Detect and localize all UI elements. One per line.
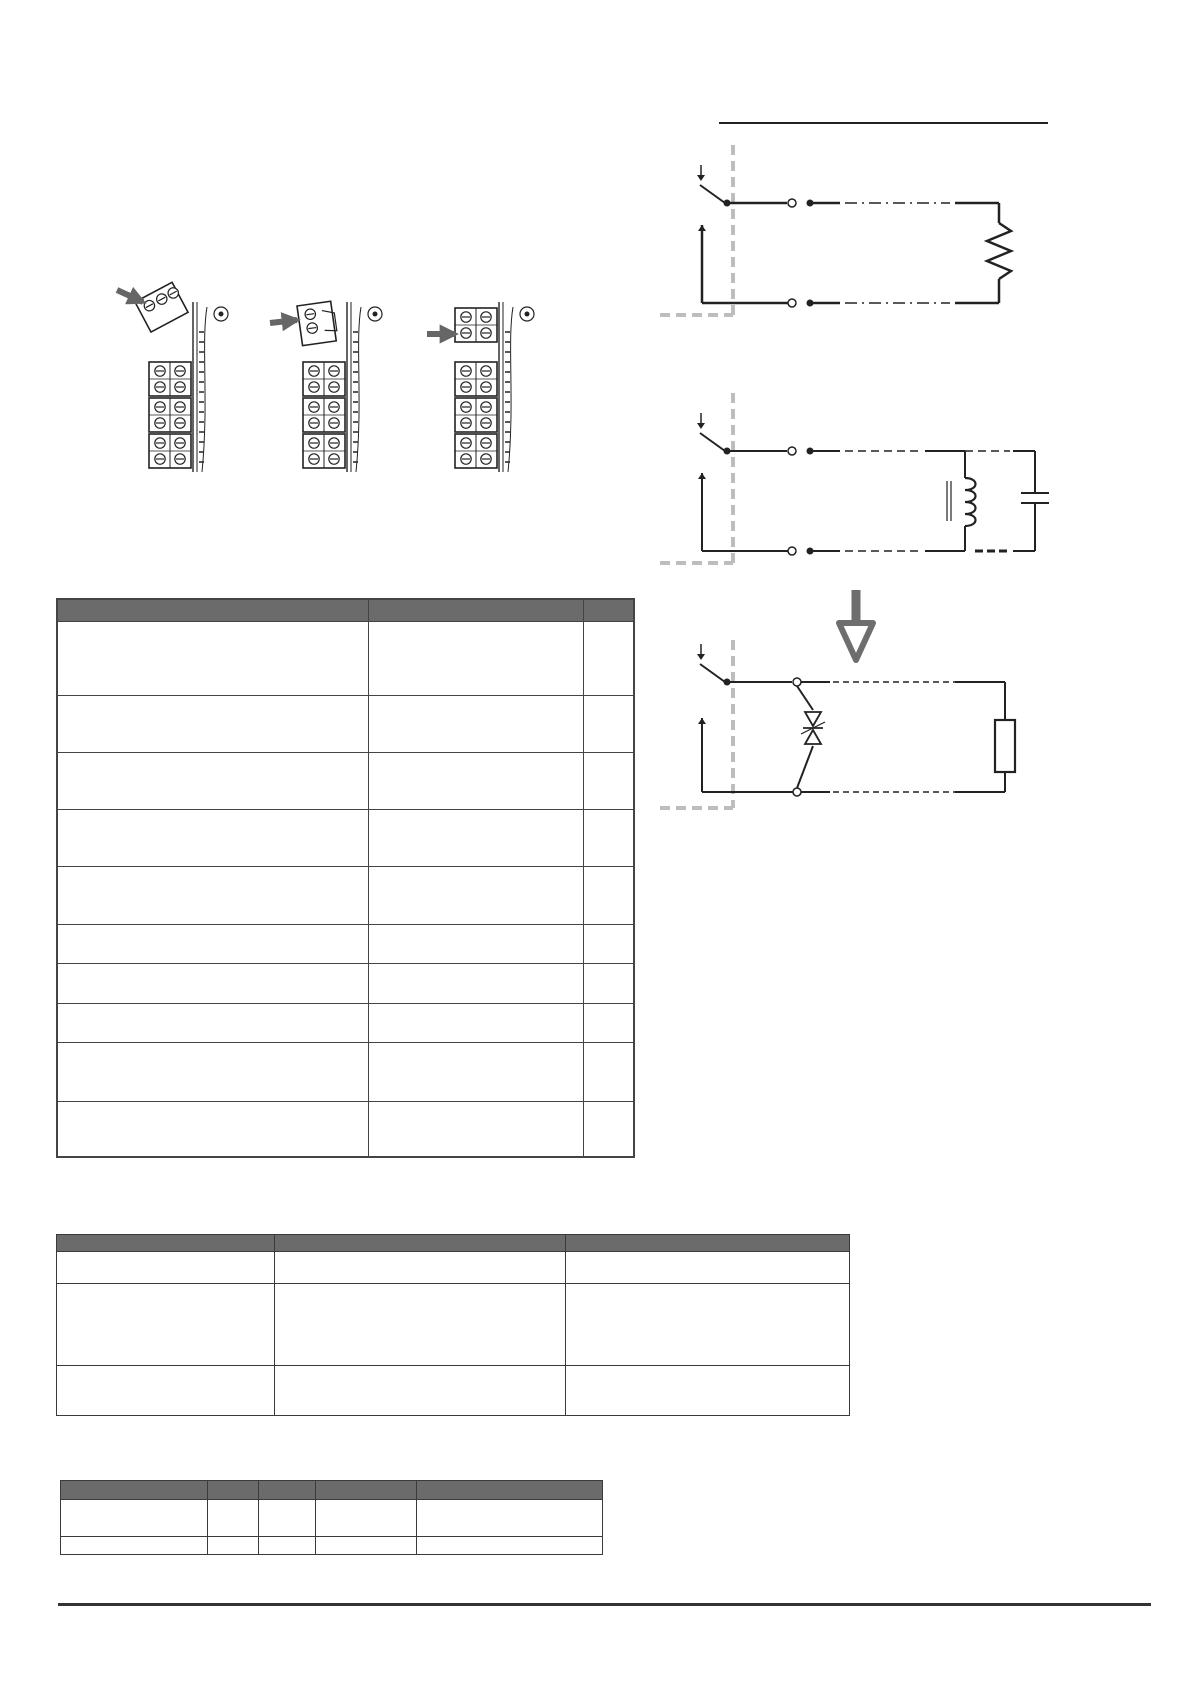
table-cell xyxy=(368,752,583,809)
table-cell xyxy=(583,621,634,695)
table-cell xyxy=(57,1366,275,1416)
table-c-header-cell xyxy=(61,1481,208,1500)
table-b-header xyxy=(57,1235,850,1252)
table-row xyxy=(57,1252,850,1284)
suppressed-load-circuit xyxy=(655,640,1075,815)
table-cell xyxy=(417,1537,603,1555)
table-cell xyxy=(57,809,368,866)
table-cell xyxy=(57,1101,368,1157)
table-cell xyxy=(583,1003,634,1042)
connector-insertion-figure xyxy=(105,280,545,480)
table-cell xyxy=(259,1537,316,1555)
section-rule-top xyxy=(719,122,1048,124)
table-a xyxy=(56,598,635,1158)
table-cell xyxy=(368,695,583,752)
table-cell xyxy=(368,809,583,866)
table-cell xyxy=(368,924,583,963)
table-cell xyxy=(583,1101,634,1157)
table-cell xyxy=(61,1500,208,1537)
table-a-header-cell xyxy=(583,599,634,621)
table-cell xyxy=(57,695,368,752)
table-row xyxy=(57,1366,850,1416)
table-cell xyxy=(57,1042,368,1101)
table-cell xyxy=(275,1284,566,1366)
table-a-header xyxy=(57,599,634,621)
table-row xyxy=(57,924,634,963)
table-cell xyxy=(583,924,634,963)
table-a-header-cell xyxy=(368,599,583,621)
table-cell xyxy=(57,866,368,924)
table-cell xyxy=(57,1252,275,1284)
resistive-load-circuit xyxy=(655,145,1075,320)
table-cell xyxy=(275,1366,566,1416)
table-b-header-cell xyxy=(275,1235,566,1252)
table-cell xyxy=(368,621,583,695)
table-cell xyxy=(368,1101,583,1157)
table-cell xyxy=(368,1042,583,1101)
table-cell xyxy=(208,1537,259,1555)
table-cell xyxy=(566,1284,850,1366)
table-cell xyxy=(583,752,634,809)
table-row xyxy=(61,1537,603,1555)
table-row xyxy=(57,809,634,866)
connector-step-3 xyxy=(427,302,534,472)
table-cell xyxy=(208,1500,259,1537)
table-row xyxy=(57,621,634,695)
table-cell xyxy=(316,1500,417,1537)
table-cell xyxy=(275,1252,566,1284)
table-cell xyxy=(583,809,634,866)
table-cell xyxy=(368,866,583,924)
table-cell xyxy=(368,963,583,1003)
table-cell xyxy=(417,1500,603,1537)
table-row xyxy=(61,1500,603,1537)
table-cell xyxy=(61,1537,208,1555)
footer-rule xyxy=(58,1603,1151,1606)
table-c-header-cell xyxy=(417,1481,603,1500)
connector-step-2 xyxy=(270,301,382,472)
table-cell xyxy=(57,963,368,1003)
table-cell xyxy=(566,1366,850,1416)
table-cell xyxy=(57,924,368,963)
table-cell xyxy=(316,1537,417,1555)
table-cell xyxy=(259,1500,316,1537)
table-row xyxy=(57,866,634,924)
table-b-header-cell xyxy=(57,1235,275,1252)
table-cell xyxy=(57,1003,368,1042)
table-c-header-cell xyxy=(208,1481,259,1500)
table-row xyxy=(57,1284,850,1366)
table-c-header-cell xyxy=(259,1481,316,1500)
table-c-header xyxy=(61,1481,603,1500)
table-row xyxy=(57,1003,634,1042)
table-row xyxy=(57,752,634,809)
connector-step-1 xyxy=(117,282,228,472)
table-cell xyxy=(368,1003,583,1042)
table-cell xyxy=(57,621,368,695)
table-cell xyxy=(57,752,368,809)
table-cell xyxy=(566,1252,850,1284)
table-b xyxy=(56,1234,850,1416)
table-b-header-cell xyxy=(566,1235,850,1252)
table-row xyxy=(57,1101,634,1157)
table-c xyxy=(60,1480,603,1555)
table-cell xyxy=(583,963,634,1003)
inductive-load-circuit xyxy=(655,393,1075,568)
table-cell xyxy=(57,1284,275,1366)
table-c-header-cell xyxy=(316,1481,417,1500)
table-a-header-cell xyxy=(57,599,368,621)
table-row xyxy=(57,695,634,752)
table-cell xyxy=(583,866,634,924)
table-row xyxy=(57,1042,634,1101)
table-row xyxy=(57,963,634,1003)
table-cell xyxy=(583,695,634,752)
table-cell xyxy=(583,1042,634,1101)
